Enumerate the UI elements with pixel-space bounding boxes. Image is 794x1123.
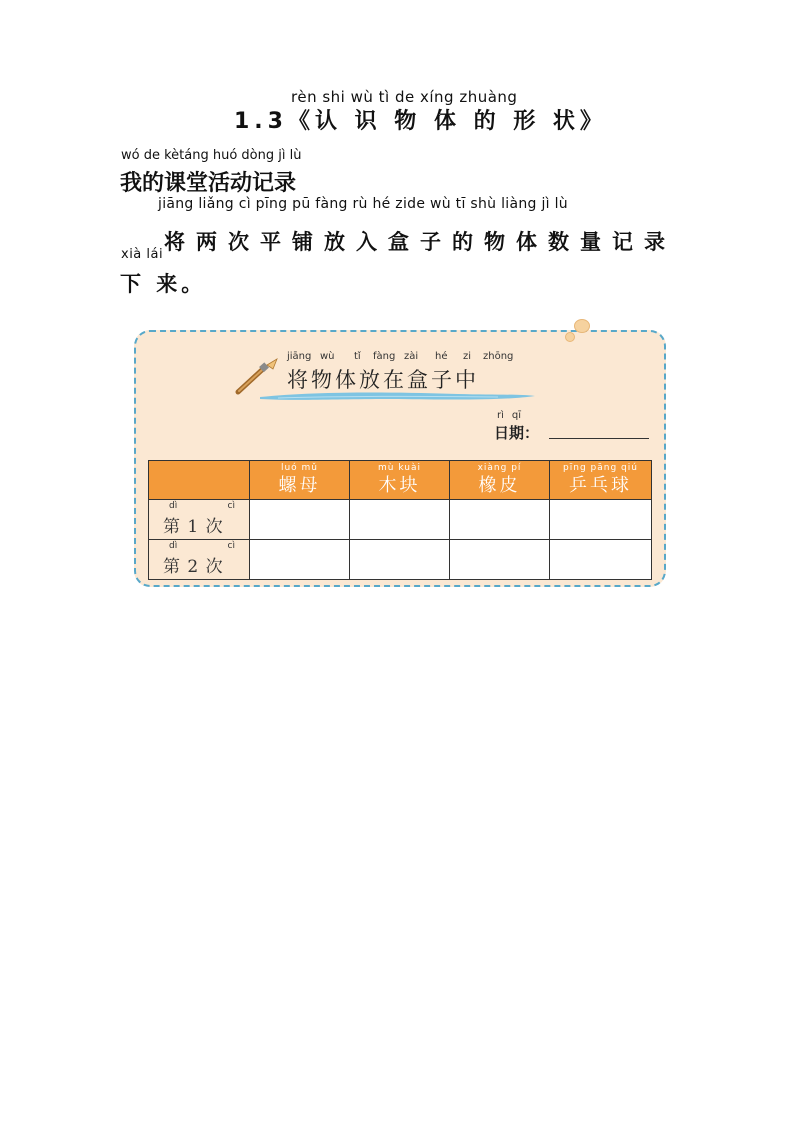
column-header-nut: luó mǔ 螺母 [250,461,350,500]
table-cell[interactable] [450,500,550,540]
card-title: 将物体放在盒子中 [287,368,479,392]
card-title-pinyin: jiāng wù tǐ fàng zài hé zi zhōng [287,351,514,362]
table-cell[interactable] [450,540,550,580]
section-pinyin: wó de kètáng huó dòng jì lù [121,148,302,163]
table-cell[interactable] [250,540,350,580]
instruction-line2: 下 来。 [120,272,207,296]
table-cell[interactable] [250,500,350,540]
date-pinyin: rì qī [497,410,522,421]
title-pinyin: rèn shi wù tì de xíng zhuàng [291,88,518,106]
table-cell[interactable] [550,540,652,580]
table-corner-cell [149,461,250,500]
table-cell[interactable] [350,540,450,580]
column-header-eraser: xiàng pí 橡皮 [450,461,550,500]
page-title: 1.3《认 识 物 体 的 形 状》 [234,109,607,134]
row-label-first: dì cì 第 1 次 [149,500,250,540]
instruction-line1-pinyin: jiāng liǎng cì pīng pū fàng rù hé zide wù tī shù liàng jì lù [158,196,568,212]
date-input-line[interactable] [549,437,649,439]
table-cell[interactable] [350,500,450,540]
instruction-line2-pinyin: xià lái [121,247,164,262]
row-label-second: dì cì 第 2 次 [149,540,250,580]
instruction-line1: 将两次平铺放入盒子的物体数量记录 [164,230,676,254]
decorative-circle-small [565,332,575,342]
column-header-ping-pong-ball: pīng pāng qiú 乒乓球 [550,461,652,500]
decorative-circle-large [574,319,590,333]
record-table [148,460,652,580]
table-cell[interactable] [550,500,652,540]
date-label: 日期： [494,424,540,442]
brush-stroke [258,389,538,403]
column-header-wood-block: mù kuài 木块 [350,461,450,500]
section-heading: 我的课堂活动记录 [120,171,297,196]
